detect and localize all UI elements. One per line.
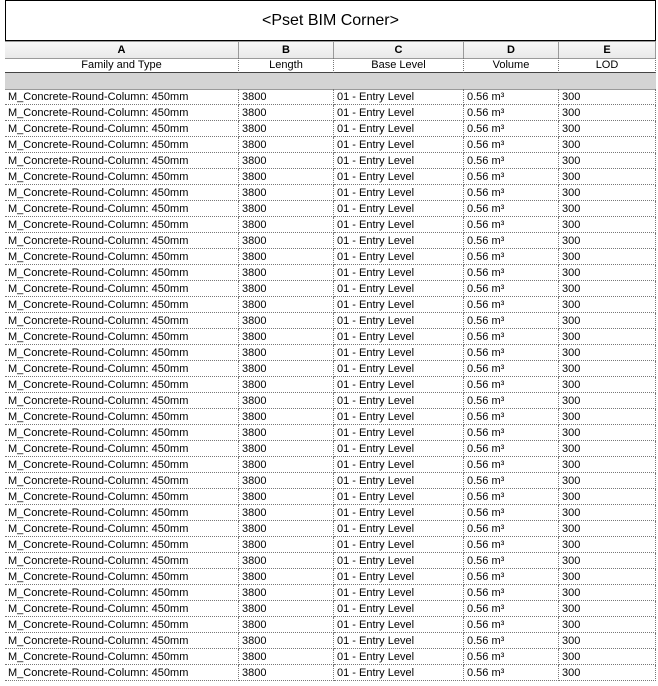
cell-volume[interactable]: 0.56 m³ bbox=[464, 329, 559, 345]
cell-family-and-type[interactable]: M_Concrete-Round-Column: 450mm bbox=[5, 393, 239, 409]
table-row[interactable] bbox=[5, 281, 656, 297]
table-row[interactable] bbox=[5, 89, 656, 105]
cell-volume[interactable]: 0.56 m³ bbox=[464, 553, 559, 569]
column-header-row bbox=[5, 58, 656, 73]
cell-family-and-type[interactable]: M_Concrete-Round-Column: 450mm bbox=[5, 585, 239, 601]
table-row[interactable] bbox=[5, 233, 656, 249]
cell-length[interactable]: 3800 bbox=[239, 665, 334, 681]
cell-lod[interactable]: 300 bbox=[559, 489, 656, 505]
table-row[interactable] bbox=[5, 633, 656, 649]
cell-base-level[interactable]: 01 - Entry Level bbox=[334, 121, 464, 137]
cell-volume[interactable]: 0.56 m³ bbox=[464, 601, 559, 617]
cell-base-level[interactable]: 01 - Entry Level bbox=[334, 105, 464, 121]
cell-volume[interactable]: 0.56 m³ bbox=[464, 521, 559, 537]
cell-base-level[interactable]: 01 - Entry Level bbox=[334, 89, 464, 105]
table-row[interactable] bbox=[5, 521, 656, 537]
cell-base-level[interactable]: 01 - Entry Level bbox=[334, 329, 464, 345]
cell-volume[interactable]: 0.56 m³ bbox=[464, 201, 559, 217]
cell-family-and-type[interactable]: M_Concrete-Round-Column: 450mm bbox=[5, 153, 239, 169]
cell-volume[interactable]: 0.56 m³ bbox=[464, 489, 559, 505]
cell-family-and-type[interactable]: M_Concrete-Round-Column: 450mm bbox=[5, 265, 239, 281]
cell-volume[interactable]: 0.56 m³ bbox=[464, 665, 559, 681]
cell-base-level[interactable]: 01 - Entry Level bbox=[334, 441, 464, 457]
table-row[interactable] bbox=[5, 185, 656, 201]
cell-base-level[interactable]: 01 - Entry Level bbox=[334, 137, 464, 153]
cell-lod[interactable]: 300 bbox=[559, 361, 656, 377]
table-row[interactable] bbox=[5, 137, 656, 153]
cell-family-and-type[interactable]: M_Concrete-Round-Column: 450mm bbox=[5, 441, 239, 457]
cell-family-and-type[interactable]: M_Concrete-Round-Column: 450mm bbox=[5, 313, 239, 329]
cell-volume[interactable]: 0.56 m³ bbox=[464, 281, 559, 297]
cell-family-and-type[interactable]: M_Concrete-Round-Column: 450mm bbox=[5, 297, 239, 313]
cell-base-level[interactable]: 01 - Entry Level bbox=[334, 537, 464, 553]
cell-base-level[interactable]: 01 - Entry Level bbox=[334, 489, 464, 505]
cell-length[interactable]: 3800 bbox=[239, 361, 334, 377]
cell-volume[interactable]: 0.56 m³ bbox=[464, 89, 559, 105]
header-family-and-type[interactable]: Family and Type bbox=[5, 58, 239, 73]
cell-volume[interactable]: 0.56 m³ bbox=[464, 569, 559, 585]
cell-base-level[interactable]: 01 - Entry Level bbox=[334, 377, 464, 393]
cell-length[interactable]: 3800 bbox=[239, 521, 334, 537]
cell-base-level[interactable]: 01 - Entry Level bbox=[334, 457, 464, 473]
cell-family-and-type[interactable]: M_Concrete-Round-Column: 450mm bbox=[5, 201, 239, 217]
cell-volume[interactable]: 0.56 m³ bbox=[464, 441, 559, 457]
cell-volume[interactable]: 0.56 m³ bbox=[464, 345, 559, 361]
cell-family-and-type[interactable]: M_Concrete-Round-Column: 450mm bbox=[5, 185, 239, 201]
cell-volume[interactable]: 0.56 m³ bbox=[464, 233, 559, 249]
table-row[interactable] bbox=[5, 329, 656, 345]
cell-volume[interactable]: 0.56 m³ bbox=[464, 217, 559, 233]
cell-volume[interactable]: 0.56 m³ bbox=[464, 249, 559, 265]
cell-family-and-type[interactable]: M_Concrete-Round-Column: 450mm bbox=[5, 137, 239, 153]
cell-volume[interactable]: 0.56 m³ bbox=[464, 169, 559, 185]
cell-base-level[interactable]: 01 - Entry Level bbox=[334, 505, 464, 521]
cell-lod[interactable]: 300 bbox=[559, 105, 656, 121]
cell-length[interactable]: 3800 bbox=[239, 457, 334, 473]
cell-volume[interactable]: 0.56 m³ bbox=[464, 409, 559, 425]
cell-length[interactable]: 3800 bbox=[239, 105, 334, 121]
cell-family-and-type[interactable]: M_Concrete-Round-Column: 450mm bbox=[5, 89, 239, 105]
cell-base-level[interactable]: 01 - Entry Level bbox=[334, 313, 464, 329]
schedule-rows bbox=[5, 89, 656, 681]
cell-lod[interactable]: 300 bbox=[559, 521, 656, 537]
cell-family-and-type[interactable]: M_Concrete-Round-Column: 450mm bbox=[5, 633, 239, 649]
cell-lod[interactable]: 300 bbox=[559, 281, 656, 297]
cell-length[interactable]: 3800 bbox=[239, 169, 334, 185]
cell-length[interactable]: 3800 bbox=[239, 553, 334, 569]
table-row[interactable] bbox=[5, 473, 656, 489]
cell-length[interactable]: 3800 bbox=[239, 281, 334, 297]
cell-family-and-type[interactable]: M_Concrete-Round-Column: 450mm bbox=[5, 649, 239, 665]
cell-length[interactable]: 3800 bbox=[239, 329, 334, 345]
table-row[interactable] bbox=[5, 601, 656, 617]
cell-lod[interactable]: 300 bbox=[559, 201, 656, 217]
cell-length[interactable]: 3800 bbox=[239, 121, 334, 137]
cell-lod[interactable]: 300 bbox=[559, 505, 656, 521]
cell-volume[interactable]: 0.56 m³ bbox=[464, 425, 559, 441]
cell-lod[interactable]: 300 bbox=[559, 137, 656, 153]
table-row[interactable] bbox=[5, 505, 656, 521]
cell-lod[interactable]: 300 bbox=[559, 153, 656, 169]
cell-lod[interactable]: 300 bbox=[559, 425, 656, 441]
table-row[interactable] bbox=[5, 489, 656, 505]
cell-volume[interactable]: 0.56 m³ bbox=[464, 361, 559, 377]
table-row[interactable] bbox=[5, 537, 656, 553]
cell-base-level[interactable]: 01 - Entry Level bbox=[334, 633, 464, 649]
cell-family-and-type[interactable]: M_Concrete-Round-Column: 450mm bbox=[5, 537, 239, 553]
cell-length[interactable]: 3800 bbox=[239, 185, 334, 201]
table-row[interactable] bbox=[5, 297, 656, 313]
cell-lod[interactable]: 300 bbox=[559, 665, 656, 681]
header-length[interactable]: Length bbox=[239, 58, 334, 73]
header-base-level[interactable]: Base Level bbox=[334, 58, 464, 73]
cell-length[interactable]: 3800 bbox=[239, 569, 334, 585]
cell-family-and-type[interactable]: M_Concrete-Round-Column: 450mm bbox=[5, 329, 239, 345]
column-letter-b[interactable]: B bbox=[239, 42, 334, 58]
cell-volume[interactable]: 0.56 m³ bbox=[464, 457, 559, 473]
cell-volume[interactable]: 0.56 m³ bbox=[464, 585, 559, 601]
column-letter-d[interactable]: D bbox=[464, 42, 559, 58]
cell-length[interactable]: 3800 bbox=[239, 393, 334, 409]
cell-length[interactable]: 3800 bbox=[239, 313, 334, 329]
cell-family-and-type[interactable]: M_Concrete-Round-Column: 450mm bbox=[5, 217, 239, 233]
cell-volume[interactable]: 0.56 m³ bbox=[464, 377, 559, 393]
table-row[interactable] bbox=[5, 441, 656, 457]
cell-length[interactable]: 3800 bbox=[239, 537, 334, 553]
cell-base-level[interactable]: 01 - Entry Level bbox=[334, 553, 464, 569]
table-row[interactable] bbox=[5, 425, 656, 441]
cell-base-level[interactable]: 01 - Entry Level bbox=[334, 201, 464, 217]
table-row[interactable] bbox=[5, 313, 656, 329]
cell-length[interactable]: 3800 bbox=[239, 297, 334, 313]
table-row[interactable] bbox=[5, 121, 656, 137]
cell-lod[interactable]: 300 bbox=[559, 329, 656, 345]
cell-base-level[interactable]: 01 - Entry Level bbox=[334, 409, 464, 425]
cell-family-and-type[interactable]: M_Concrete-Round-Column: 450mm bbox=[5, 281, 239, 297]
table-row[interactable] bbox=[5, 361, 656, 377]
cell-base-level[interactable]: 01 - Entry Level bbox=[334, 521, 464, 537]
column-letter-bar bbox=[5, 41, 656, 59]
cell-length[interactable]: 3800 bbox=[239, 265, 334, 281]
cell-lod[interactable]: 300 bbox=[559, 249, 656, 265]
cell-volume[interactable]: 0.56 m³ bbox=[464, 105, 559, 121]
cell-family-and-type[interactable]: M_Concrete-Round-Column: 450mm bbox=[5, 169, 239, 185]
column-letter-c[interactable]: C bbox=[334, 42, 464, 58]
cell-base-level[interactable]: 01 - Entry Level bbox=[334, 185, 464, 201]
cell-length[interactable]: 3800 bbox=[239, 233, 334, 249]
cell-length[interactable]: 3800 bbox=[239, 441, 334, 457]
cell-length[interactable]: 3800 bbox=[239, 633, 334, 649]
cell-base-level[interactable]: 01 - Entry Level bbox=[334, 473, 464, 489]
cell-base-level[interactable]: 01 - Entry Level bbox=[334, 297, 464, 313]
cell-base-level[interactable]: 01 - Entry Level bbox=[334, 265, 464, 281]
table-row[interactable] bbox=[5, 649, 656, 665]
table-row[interactable] bbox=[5, 665, 656, 681]
table-row[interactable] bbox=[5, 217, 656, 233]
cell-length[interactable]: 3800 bbox=[239, 137, 334, 153]
cell-volume[interactable]: 0.56 m³ bbox=[464, 537, 559, 553]
cell-family-and-type[interactable]: M_Concrete-Round-Column: 450mm bbox=[5, 409, 239, 425]
cell-base-level[interactable]: 01 - Entry Level bbox=[334, 345, 464, 361]
cell-length[interactable]: 3800 bbox=[239, 345, 334, 361]
table-row[interactable] bbox=[5, 377, 656, 393]
header-volume[interactable]: Volume bbox=[464, 58, 559, 73]
cell-volume[interactable]: 0.56 m³ bbox=[464, 297, 559, 313]
cell-lod[interactable]: 300 bbox=[559, 457, 656, 473]
table-row[interactable] bbox=[5, 457, 656, 473]
cell-base-level[interactable]: 01 - Entry Level bbox=[334, 393, 464, 409]
cell-length[interactable]: 3800 bbox=[239, 409, 334, 425]
column-letter-a[interactable]: A bbox=[5, 42, 239, 58]
cell-length[interactable]: 3800 bbox=[239, 473, 334, 489]
cell-length[interactable]: 3800 bbox=[239, 649, 334, 665]
cell-length[interactable]: 3800 bbox=[239, 217, 334, 233]
cell-family-and-type[interactable]: M_Concrete-Round-Column: 450mm bbox=[5, 505, 239, 521]
cell-base-level[interactable]: 01 - Entry Level bbox=[334, 153, 464, 169]
cell-volume[interactable]: 0.56 m³ bbox=[464, 393, 559, 409]
cell-family-and-type[interactable]: M_Concrete-Round-Column: 450mm bbox=[5, 601, 239, 617]
cell-family-and-type[interactable]: M_Concrete-Round-Column: 450mm bbox=[5, 489, 239, 505]
cell-lod[interactable]: 300 bbox=[559, 297, 656, 313]
cell-family-and-type[interactable]: M_Concrete-Round-Column: 450mm bbox=[5, 425, 239, 441]
cell-length[interactable]: 3800 bbox=[239, 377, 334, 393]
cell-base-level[interactable]: 01 - Entry Level bbox=[334, 425, 464, 441]
cell-volume[interactable]: 0.56 m³ bbox=[464, 185, 559, 201]
cell-volume[interactable]: 0.56 m³ bbox=[464, 137, 559, 153]
table-row[interactable] bbox=[5, 169, 656, 185]
cell-lod[interactable]: 300 bbox=[559, 169, 656, 185]
cell-family-and-type[interactable]: M_Concrete-Round-Column: 450mm bbox=[5, 665, 239, 681]
table-row[interactable] bbox=[5, 105, 656, 121]
table-row[interactable] bbox=[5, 345, 656, 361]
cell-family-and-type[interactable]: M_Concrete-Round-Column: 450mm bbox=[5, 457, 239, 473]
cell-base-level[interactable]: 01 - Entry Level bbox=[334, 217, 464, 233]
cell-volume[interactable]: 0.56 m³ bbox=[464, 153, 559, 169]
cell-length[interactable]: 3800 bbox=[239, 505, 334, 521]
cell-base-level[interactable]: 01 - Entry Level bbox=[334, 649, 464, 665]
cell-volume[interactable]: 0.56 m³ bbox=[464, 265, 559, 281]
cell-family-and-type[interactable]: M_Concrete-Round-Column: 450mm bbox=[5, 617, 239, 633]
cell-length[interactable]: 3800 bbox=[239, 153, 334, 169]
cell-lod[interactable]: 300 bbox=[559, 569, 656, 585]
cell-family-and-type[interactable]: M_Concrete-Round-Column: 450mm bbox=[5, 553, 239, 569]
cell-length[interactable]: 3800 bbox=[239, 89, 334, 105]
cell-volume[interactable]: 0.56 m³ bbox=[464, 313, 559, 329]
cell-length[interactable]: 3800 bbox=[239, 425, 334, 441]
cell-lod[interactable]: 300 bbox=[559, 185, 656, 201]
cell-family-and-type[interactable]: M_Concrete-Round-Column: 450mm bbox=[5, 121, 239, 137]
table-row[interactable] bbox=[5, 409, 656, 425]
table-row[interactable] bbox=[5, 249, 656, 265]
cell-lod[interactable]: 300 bbox=[559, 121, 656, 137]
cell-lod[interactable]: 300 bbox=[559, 617, 656, 633]
cell-lod[interactable]: 300 bbox=[559, 89, 656, 105]
cell-family-and-type[interactable]: M_Concrete-Round-Column: 450mm bbox=[5, 377, 239, 393]
header-lod[interactable]: LOD bbox=[559, 58, 656, 73]
cell-family-and-type[interactable]: M_Concrete-Round-Column: 450mm bbox=[5, 361, 239, 377]
cell-base-level[interactable]: 01 - Entry Level bbox=[334, 233, 464, 249]
cell-lod[interactable]: 300 bbox=[559, 377, 656, 393]
cell-base-level[interactable]: 01 - Entry Level bbox=[334, 569, 464, 585]
cell-family-and-type[interactable]: M_Concrete-Round-Column: 450mm bbox=[5, 105, 239, 121]
cell-volume[interactable]: 0.56 m³ bbox=[464, 649, 559, 665]
cell-volume[interactable]: 0.56 m³ bbox=[464, 633, 559, 649]
cell-base-level[interactable]: 01 - Entry Level bbox=[334, 249, 464, 265]
table-row[interactable] bbox=[5, 201, 656, 217]
cell-length[interactable]: 3800 bbox=[239, 585, 334, 601]
cell-lod[interactable]: 300 bbox=[559, 585, 656, 601]
cell-family-and-type[interactable]: M_Concrete-Round-Column: 450mm bbox=[5, 569, 239, 585]
cell-lod[interactable]: 300 bbox=[559, 601, 656, 617]
table-row[interactable] bbox=[5, 617, 656, 633]
cell-length[interactable]: 3800 bbox=[239, 617, 334, 633]
cell-length[interactable]: 3800 bbox=[239, 489, 334, 505]
cell-volume[interactable]: 0.56 m³ bbox=[464, 505, 559, 521]
cell-lod[interactable]: 300 bbox=[559, 633, 656, 649]
cell-lod[interactable]: 300 bbox=[559, 233, 656, 249]
cell-length[interactable]: 3800 bbox=[239, 249, 334, 265]
cell-volume[interactable]: 0.56 m³ bbox=[464, 473, 559, 489]
cell-lod[interactable]: 300 bbox=[559, 313, 656, 329]
cell-base-level[interactable]: 01 - Entry Level bbox=[334, 281, 464, 297]
table-row[interactable] bbox=[5, 585, 656, 601]
cell-base-level[interactable]: 01 - Entry Level bbox=[334, 585, 464, 601]
cell-lod[interactable]: 300 bbox=[559, 217, 656, 233]
cell-lod[interactable]: 300 bbox=[559, 553, 656, 569]
cell-family-and-type[interactable]: M_Concrete-Round-Column: 450mm bbox=[5, 249, 239, 265]
cell-family-and-type[interactable]: M_Concrete-Round-Column: 450mm bbox=[5, 473, 239, 489]
cell-base-level[interactable]: 01 - Entry Level bbox=[334, 169, 464, 185]
table-row[interactable] bbox=[5, 265, 656, 281]
cell-volume[interactable]: 0.56 m³ bbox=[464, 617, 559, 633]
cell-volume[interactable]: 0.56 m³ bbox=[464, 121, 559, 137]
cell-lod[interactable]: 300 bbox=[559, 441, 656, 457]
group-header-band bbox=[5, 73, 656, 90]
cell-lod[interactable]: 300 bbox=[559, 393, 656, 409]
cell-lod[interactable]: 300 bbox=[559, 649, 656, 665]
cell-length[interactable]: 3800 bbox=[239, 601, 334, 617]
table-row[interactable] bbox=[5, 153, 656, 169]
schedule-title[interactable]: <Pset BIM Corner> bbox=[5, 0, 656, 41]
cell-lod[interactable]: 300 bbox=[559, 537, 656, 553]
cell-lod[interactable]: 300 bbox=[559, 409, 656, 425]
cell-family-and-type[interactable]: M_Concrete-Round-Column: 450mm bbox=[5, 233, 239, 249]
cell-lod[interactable]: 300 bbox=[559, 473, 656, 489]
cell-family-and-type[interactable]: M_Concrete-Round-Column: 450mm bbox=[5, 345, 239, 361]
cell-base-level[interactable]: 01 - Entry Level bbox=[334, 665, 464, 681]
cell-base-level[interactable]: 01 - Entry Level bbox=[334, 617, 464, 633]
table-row[interactable] bbox=[5, 393, 656, 409]
schedule-view bbox=[5, 0, 656, 686]
cell-lod[interactable]: 300 bbox=[559, 265, 656, 281]
cell-length[interactable]: 3800 bbox=[239, 201, 334, 217]
table-row[interactable] bbox=[5, 553, 656, 569]
table-row[interactable] bbox=[5, 569, 656, 585]
cell-base-level[interactable]: 01 - Entry Level bbox=[334, 601, 464, 617]
column-letter-e[interactable]: E bbox=[559, 42, 656, 58]
cell-base-level[interactable]: 01 - Entry Level bbox=[334, 361, 464, 377]
cell-family-and-type[interactable]: M_Concrete-Round-Column: 450mm bbox=[5, 521, 239, 537]
cell-lod[interactable]: 300 bbox=[559, 345, 656, 361]
